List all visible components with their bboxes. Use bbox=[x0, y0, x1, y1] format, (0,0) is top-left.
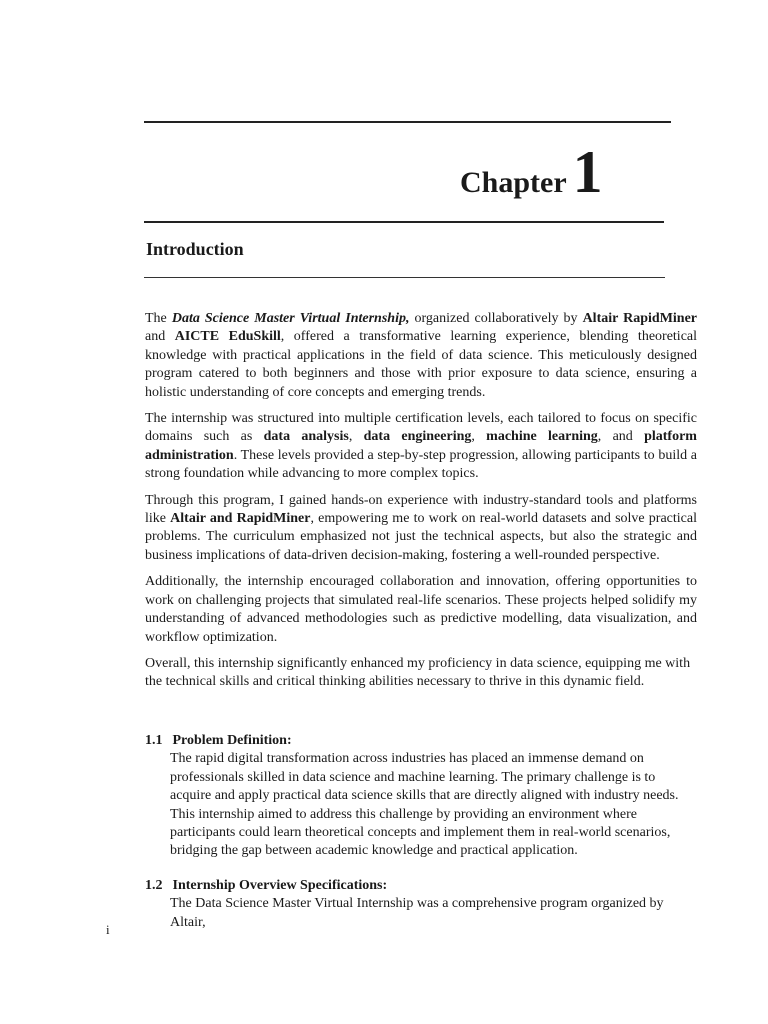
organization-name: AICTE EduSkill bbox=[174, 329, 281, 345]
subsection-body: The rapid digital transformation across industries has placed an immense demand on professionals skilled in data science and machine learning. The primary challenge is to acquire and apply practical data science skills that are directly aligned with industry needs. This internship aimed to address this challenge by providing an environment where participants could learn theoretical concepts and implement them in real-world scenarios, bridging the gap between academic knowledge and practical application. bbox=[170, 751, 679, 859]
text-run: The internship was structured into multiple certification levels, each tailored to focus on specific domains such as bbox=[145, 411, 697, 445]
text-run: organized collaboratively by bbox=[409, 311, 583, 326]
section-rule bbox=[144, 277, 665, 278]
subsection-title: Problem Definition: bbox=[172, 733, 292, 748]
paragraph: Overall, this internship significantly enhanced my proficiency in data science, equipping me with the technical skills and critical thinking abilities necessary to thrive in this dynamic field. bbox=[145, 655, 691, 690]
top-rule bbox=[144, 121, 671, 123]
domain-term: platform administration bbox=[145, 429, 697, 463]
paragraph: Additionally, the internship encouraged collaboration and innovation, offering opportunities to work on challenging projects that simulated real-life scenarios. These projects helped solidify my understanding of advanced methodologies such as predictive modelling, data visualization, and workflow optimization. bbox=[145, 574, 697, 645]
subsection-heading bbox=[145, 877, 697, 895]
text-run: and bbox=[145, 329, 175, 345]
text-run: The bbox=[145, 311, 172, 326]
subsection-number: 1.2 bbox=[145, 878, 163, 893]
subsection-title: Internship Overview Specifications: bbox=[172, 878, 388, 893]
paragraph bbox=[145, 492, 697, 566]
text-run: , offered a transformative learning experience, blending theoretical knowledge with practical applications in the field of data science. This meticulously designed program catered to both beginners and those with prior exposure to data science, ensuring a holistic understanding of core concepts and emerging trends. bbox=[145, 329, 698, 400]
subsection-heading bbox=[145, 732, 697, 750]
subsection-body: The Data Science Master Virtual Internship was a comprehensive program organized by Altair, bbox=[170, 896, 664, 930]
subsection-internship-overview bbox=[145, 877, 697, 932]
text-run: . These levels provided a step-by-step progression, allowing participants to build a strong foundation while advancing to more complex topics. bbox=[145, 447, 697, 482]
text-run: , and bbox=[597, 429, 645, 445]
chapter-rule bbox=[144, 221, 664, 223]
tool-name: Altair and RapidMiner bbox=[170, 511, 311, 527]
domain-term: data analysis bbox=[263, 429, 349, 445]
domain-term: data engineering bbox=[363, 429, 472, 445]
page-number: i bbox=[106, 922, 110, 937]
subsection-problem-definition bbox=[145, 732, 697, 861]
chapter-number: 1 bbox=[572, 139, 603, 205]
text-run: Through this program, I gained hands-on experience with industry-standard tools and platforms like bbox=[145, 492, 697, 527]
text-run: , empowering me to work on real-world datasets and solve practical problems. The curriculum emphasized not just the technical aspects, but also the strategic and business implications of data-driven decision-making, fostering a well-rounded perspective. bbox=[145, 511, 697, 563]
paragraph bbox=[145, 410, 697, 484]
domain-term: machine learning bbox=[486, 429, 598, 445]
chapter-label: Chapter bbox=[460, 166, 567, 199]
text-run: , bbox=[348, 429, 364, 445]
paragraph bbox=[145, 310, 697, 402]
subsection-number: 1.1 bbox=[145, 733, 163, 748]
text-run: , bbox=[471, 429, 487, 445]
organization-name: Altair RapidMiner bbox=[582, 311, 698, 326]
program-name: Data Science Master Virtual Internship, bbox=[171, 311, 410, 326]
intro-body bbox=[145, 310, 697, 700]
section-title: Introduction bbox=[146, 239, 244, 259]
chapter-heading bbox=[460, 138, 603, 207]
